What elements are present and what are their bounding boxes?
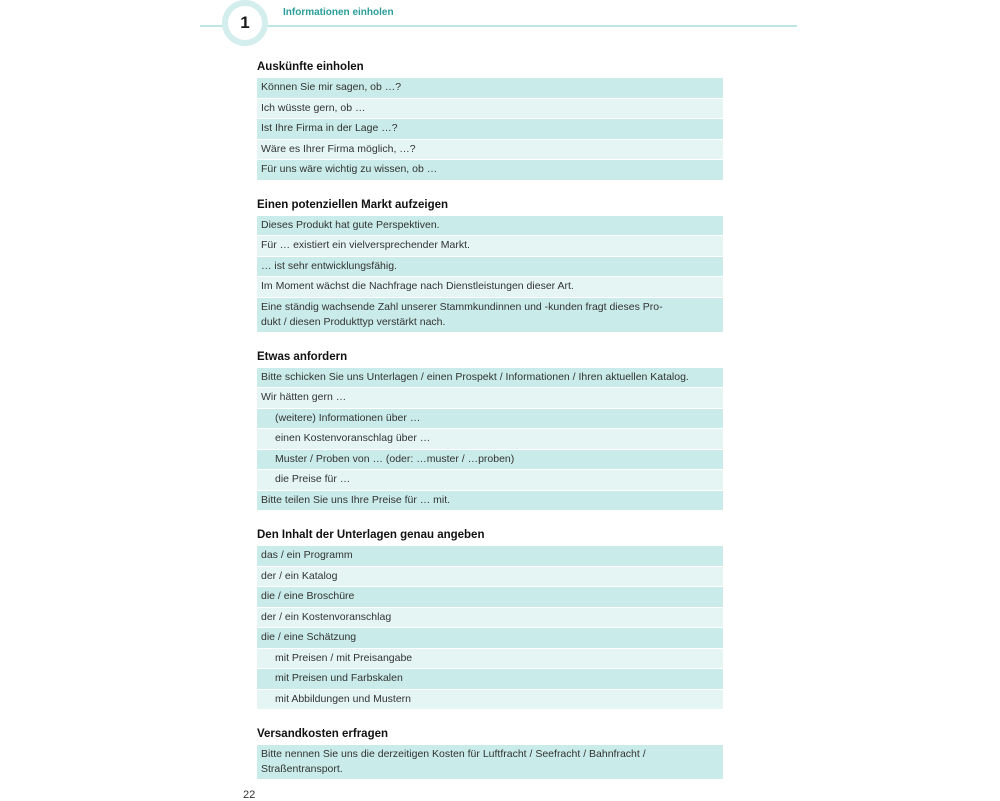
phrase-text: mit Abbildungen und Mustern xyxy=(275,692,412,705)
section-title: Versandkosten erfragen xyxy=(257,728,389,740)
phrase-section xyxy=(257,348,723,512)
phrase-text: Eine ständig wachsende Zahl unserer Stammkundinnen und -kunden fragt dieses Pro- xyxy=(261,300,663,313)
phrase-text: Muster / Proben von … (oder: …muster / …proben) xyxy=(275,452,515,465)
phrase-text: Dieses Produkt hat gute Perspektiven. xyxy=(261,218,440,231)
phrase-row xyxy=(257,409,723,430)
phrase-text: Ich wüsste gern, ob … xyxy=(261,101,366,114)
section-title: Auskünfte einholen xyxy=(257,61,364,73)
phrase-row xyxy=(257,690,723,711)
phrase-text: … ist sehr entwicklungsfähig. xyxy=(261,259,397,272)
phrase-text: die / eine Broschüre xyxy=(261,590,355,602)
phrase-row xyxy=(257,608,723,629)
chapter-number: 1 xyxy=(240,13,250,32)
phrase-row xyxy=(257,587,723,608)
phrase-text: der / ein Kostenvoranschlag xyxy=(261,610,392,623)
phrase-row xyxy=(257,388,723,409)
phrase-row xyxy=(257,745,723,780)
phrase-text: Können Sie mir sagen, ob …? xyxy=(261,81,402,93)
phrase-text: Bitte schicken Sie uns Unterlagen / einen Prospekt / Informationen / Ihren aktuellen Katalog. xyxy=(261,370,689,383)
phrase-text: Bitte teilen Sie uns Ihre Preise für … mit. xyxy=(261,493,451,506)
page-number: 22 xyxy=(243,789,256,801)
section-title: Den Inhalt der Unterlagen genau angeben xyxy=(257,529,485,541)
phrase-text: mit Preisen / mit Preisangabe xyxy=(275,651,413,664)
phrase-section xyxy=(257,58,723,181)
phrase-row xyxy=(257,140,723,161)
phrase-row xyxy=(257,669,723,690)
phrase-text: Für uns wäre wichtig zu wissen, ob … xyxy=(261,163,438,175)
phrase-text-continued: dukt / diesen Produkttyp verstärkt nach. xyxy=(261,315,446,328)
chapter-title: Informationen einholen xyxy=(283,7,394,18)
phrase-text: der / ein Katalog xyxy=(261,569,338,582)
phrase-text: (weitere) Informationen über … xyxy=(275,411,421,424)
phrase-text: die Preise für … xyxy=(275,473,351,485)
phrase-text: Für … existiert ein vielversprechender Markt. xyxy=(261,239,470,251)
phrase-row xyxy=(257,628,723,649)
phrase-row xyxy=(257,429,723,450)
phrase-row xyxy=(257,368,723,389)
phrase-text: einen Kostenvoranschlag über … xyxy=(275,432,431,444)
phrase-text: Bitte nennen Sie uns die derzeitigen Kosten für Luftfracht / Seefracht / Bahnfracht / xyxy=(261,748,646,760)
phrase-row xyxy=(257,491,723,512)
phrase-row xyxy=(257,160,723,181)
phrase-row xyxy=(257,257,723,278)
phrase-row xyxy=(257,99,723,120)
phrase-list-content xyxy=(257,58,723,795)
phrase-text-continued: Straßentransport. xyxy=(261,763,343,775)
phrase-section xyxy=(257,196,723,333)
phrase-row xyxy=(257,216,723,237)
phrase-row xyxy=(257,119,723,140)
phrase-section xyxy=(257,725,723,780)
phrase-section xyxy=(257,526,723,710)
header-rule xyxy=(200,25,797,27)
phrase-text: die / eine Schätzung xyxy=(261,631,357,643)
phrase-text: Ist Ihre Firma in der Lage …? xyxy=(261,122,398,134)
phrase-row xyxy=(257,649,723,670)
phrase-text: das / ein Programm xyxy=(261,549,353,561)
phrase-row xyxy=(257,450,723,471)
phrase-row xyxy=(257,236,723,257)
phrase-text: mit Preisen und Farbskalen xyxy=(275,672,403,684)
phrase-text: Im Moment wächst die Nachfrage nach Dienstleistungen dieser Art. xyxy=(261,280,574,292)
phrase-text: Wir hätten gern … xyxy=(261,391,347,403)
phrase-row xyxy=(257,78,723,99)
phrase-text: Wäre es Ihrer Firma möglich, …? xyxy=(261,142,416,155)
phrase-row xyxy=(257,277,723,298)
chapter-number-badge xyxy=(222,0,268,46)
section-title: Etwas anfordern xyxy=(257,350,348,363)
phrase-row xyxy=(257,567,723,588)
phrase-row xyxy=(257,546,723,567)
phrase-row xyxy=(257,470,723,491)
phrase-row xyxy=(257,298,723,333)
section-title: Einen potenziellen Markt aufzeigen xyxy=(257,198,449,211)
